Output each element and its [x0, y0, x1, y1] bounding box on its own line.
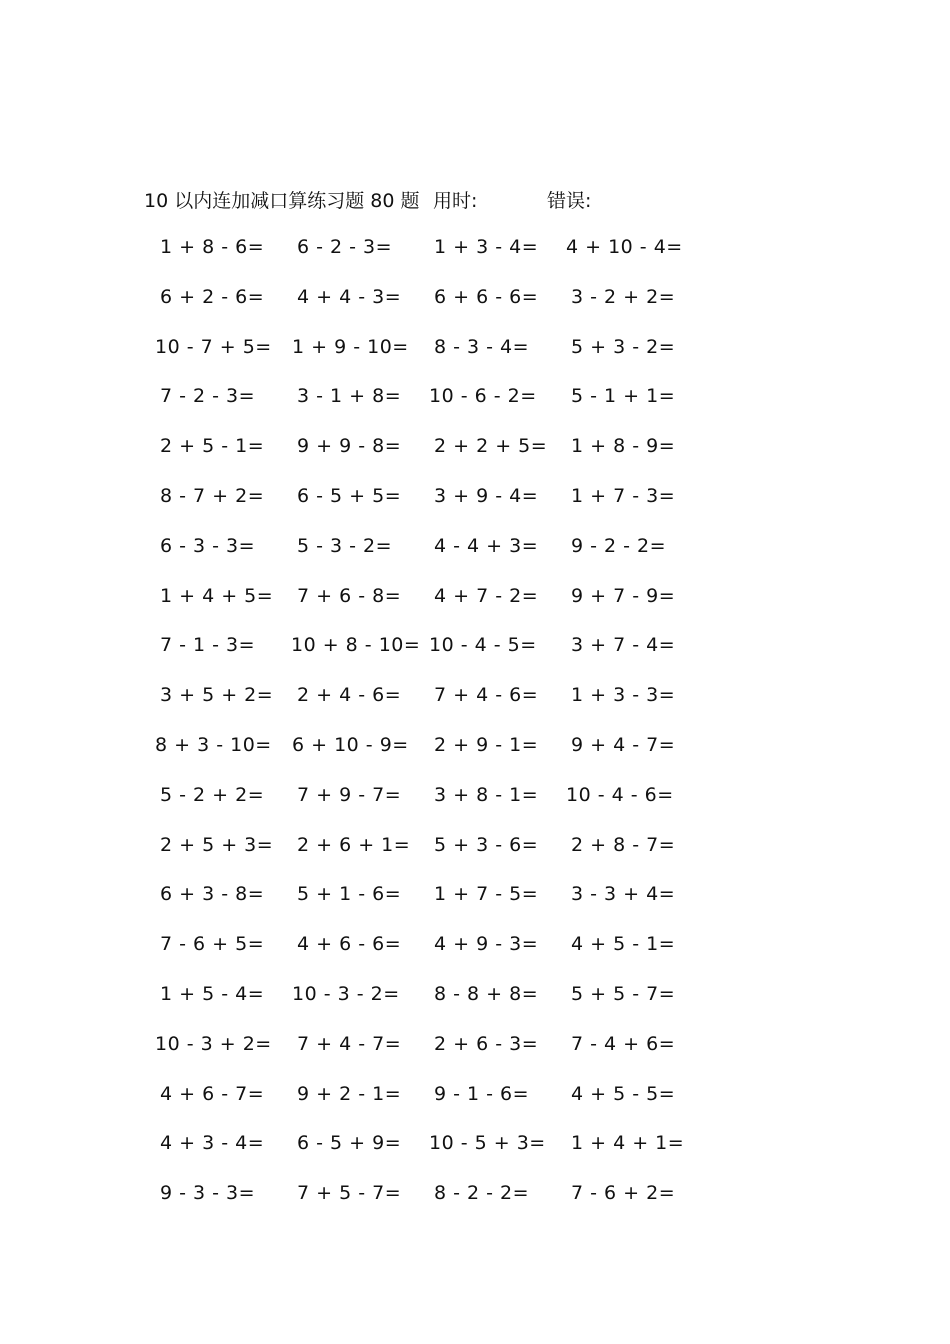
problem-item: 7 - 6 + 2= — [571, 1182, 676, 1205]
time-used-label: 用时: — [433, 190, 478, 212]
problem-item: 2 + 5 - 1= — [160, 435, 265, 458]
problem-item: 3 - 1 + 8= — [297, 385, 402, 408]
problem-item: 5 - 1 + 1= — [571, 385, 676, 408]
problem-item: 10 - 3 + 2= — [155, 1032, 272, 1055]
problem-row — [0, 585, 950, 635]
problem-item: 6 - 5 + 5= — [297, 484, 402, 507]
problem-item: 7 - 1 - 3= — [160, 634, 256, 657]
problem-item: 3 + 8 - 1= — [434, 783, 539, 806]
problem-item: 2 + 6 + 1= — [297, 833, 411, 856]
problem-row — [0, 286, 950, 336]
problem-row — [0, 933, 950, 983]
problem-row — [0, 684, 950, 734]
problem-item: 9 + 4 - 7= — [571, 733, 676, 756]
problem-item: 6 + 2 - 6= — [160, 285, 265, 308]
problem-item: 4 + 5 - 5= — [571, 1082, 676, 1105]
problem-row — [0, 634, 950, 684]
problem-item: 6 + 10 - 9= — [292, 733, 409, 756]
problem-item: 1 + 7 - 3= — [571, 484, 676, 507]
problem-item: 4 + 10 - 4= — [566, 236, 683, 258]
problem-item: 5 + 1 - 6= — [297, 883, 402, 906]
problem-item: 4 + 3 - 4= — [160, 1132, 265, 1155]
problem-item: 7 + 9 - 7= — [297, 783, 402, 806]
problem-grid — [0, 236, 950, 1232]
problem-item: 1 + 8 - 6= — [160, 236, 265, 258]
problem-item: 10 - 5 + 3= — [429, 1132, 546, 1155]
problem-item: 5 - 2 + 2= — [160, 783, 265, 806]
problem-item: 6 - 3 - 3= — [160, 534, 256, 557]
problem-item: 6 - 5 + 9= — [297, 1132, 402, 1155]
worksheet-title: 10 以内连加减口算练习题 80 题 — [144, 190, 420, 212]
problem-item: 10 - 6 - 2= — [429, 385, 537, 408]
problem-row — [0, 236, 950, 286]
problem-item: 2 + 8 - 7= — [571, 833, 676, 856]
problem-item: 5 + 3 - 6= — [434, 833, 539, 856]
problem-item: 8 - 2 - 2= — [434, 1182, 530, 1205]
problem-item: 9 - 3 - 3= — [160, 1182, 256, 1205]
problem-item: 1 + 9 - 10= — [292, 335, 409, 358]
problem-item: 2 + 2 + 5= — [434, 435, 548, 458]
problem-item: 8 + 3 - 10= — [155, 733, 272, 756]
problem-item: 2 + 6 - 3= — [434, 1032, 539, 1055]
problem-item: 5 - 3 - 2= — [297, 534, 393, 557]
problem-item: 10 - 7 + 5= — [155, 335, 272, 358]
problem-row — [0, 983, 950, 1033]
problem-item: 4 + 6 - 7= — [160, 1082, 265, 1105]
problem-item: 4 + 5 - 1= — [571, 933, 676, 956]
problem-row — [0, 834, 950, 884]
problem-item: 1 + 3 - 4= — [434, 236, 539, 258]
problem-item: 7 - 2 - 3= — [160, 385, 256, 408]
problem-item: 9 + 2 - 1= — [297, 1082, 402, 1105]
problem-row — [0, 1033, 950, 1083]
problem-item: 1 + 3 - 3= — [571, 684, 676, 707]
problem-item: 1 + 4 + 5= — [160, 584, 274, 607]
problem-item: 10 - 3 - 2= — [292, 982, 400, 1005]
problem-item: 6 - 2 - 3= — [297, 236, 393, 258]
problem-item: 9 - 1 - 6= — [434, 1082, 530, 1105]
problem-item: 1 + 5 - 4= — [160, 982, 265, 1005]
problem-item: 3 + 7 - 4= — [571, 634, 676, 657]
problem-item: 8 - 8 + 8= — [434, 982, 539, 1005]
problem-item: 3 + 5 + 2= — [160, 684, 274, 707]
problem-item: 7 + 6 - 8= — [297, 584, 402, 607]
problem-row — [0, 435, 950, 485]
problem-item: 9 - 2 - 2= — [571, 534, 667, 557]
problem-item: 7 - 6 + 5= — [160, 933, 265, 956]
problem-item: 7 + 5 - 7= — [297, 1182, 402, 1205]
problem-row — [0, 535, 950, 585]
problem-row — [0, 385, 950, 435]
problem-item: 3 + 9 - 4= — [434, 484, 539, 507]
problem-item: 6 + 6 - 6= — [434, 285, 539, 308]
problem-item: 1 + 4 + 1= — [571, 1132, 685, 1155]
problem-item: 7 + 4 - 6= — [434, 684, 539, 707]
problem-item: 4 + 4 - 3= — [297, 285, 402, 308]
problem-item: 6 + 3 - 8= — [160, 883, 265, 906]
problem-item: 10 - 4 - 5= — [429, 634, 537, 657]
problem-row — [0, 485, 950, 535]
problem-item: 7 - 4 + 6= — [571, 1032, 676, 1055]
problem-row — [0, 883, 950, 933]
problem-item: 3 - 3 + 4= — [571, 883, 676, 906]
problem-item: 8 - 7 + 2= — [160, 484, 265, 507]
problem-item: 1 + 8 - 9= — [571, 435, 676, 458]
problem-item: 5 + 3 - 2= — [571, 335, 676, 358]
problem-row — [0, 784, 950, 834]
problem-row — [0, 1182, 950, 1232]
worksheet-header — [0, 186, 950, 214]
problem-item: 2 + 9 - 1= — [434, 733, 539, 756]
error-count-label: 错误: — [547, 190, 592, 212]
problem-item: 3 - 2 + 2= — [571, 285, 676, 308]
problem-item: 4 + 7 - 2= — [434, 584, 539, 607]
problem-item: 2 + 5 + 3= — [160, 833, 274, 856]
problem-item: 7 + 4 - 7= — [297, 1032, 402, 1055]
problem-item: 4 + 6 - 6= — [297, 933, 402, 956]
problem-row — [0, 734, 950, 784]
problem-row — [0, 1083, 950, 1133]
problem-item: 4 + 9 - 3= — [434, 933, 539, 956]
problem-item: 9 + 9 - 8= — [297, 435, 402, 458]
problem-item: 10 - 4 - 6= — [566, 783, 674, 806]
problem-item: 8 - 3 - 4= — [434, 335, 530, 358]
problem-item: 2 + 4 - 6= — [297, 684, 402, 707]
problem-item: 1 + 7 - 5= — [434, 883, 539, 906]
problem-item: 4 - 4 + 3= — [434, 534, 539, 557]
problem-row — [0, 1132, 950, 1182]
problem-item: 9 + 7 - 9= — [571, 584, 676, 607]
problem-item: 5 + 5 - 7= — [571, 982, 676, 1005]
problem-row — [0, 336, 950, 386]
problem-item: 10 + 8 - 10= — [291, 634, 421, 657]
